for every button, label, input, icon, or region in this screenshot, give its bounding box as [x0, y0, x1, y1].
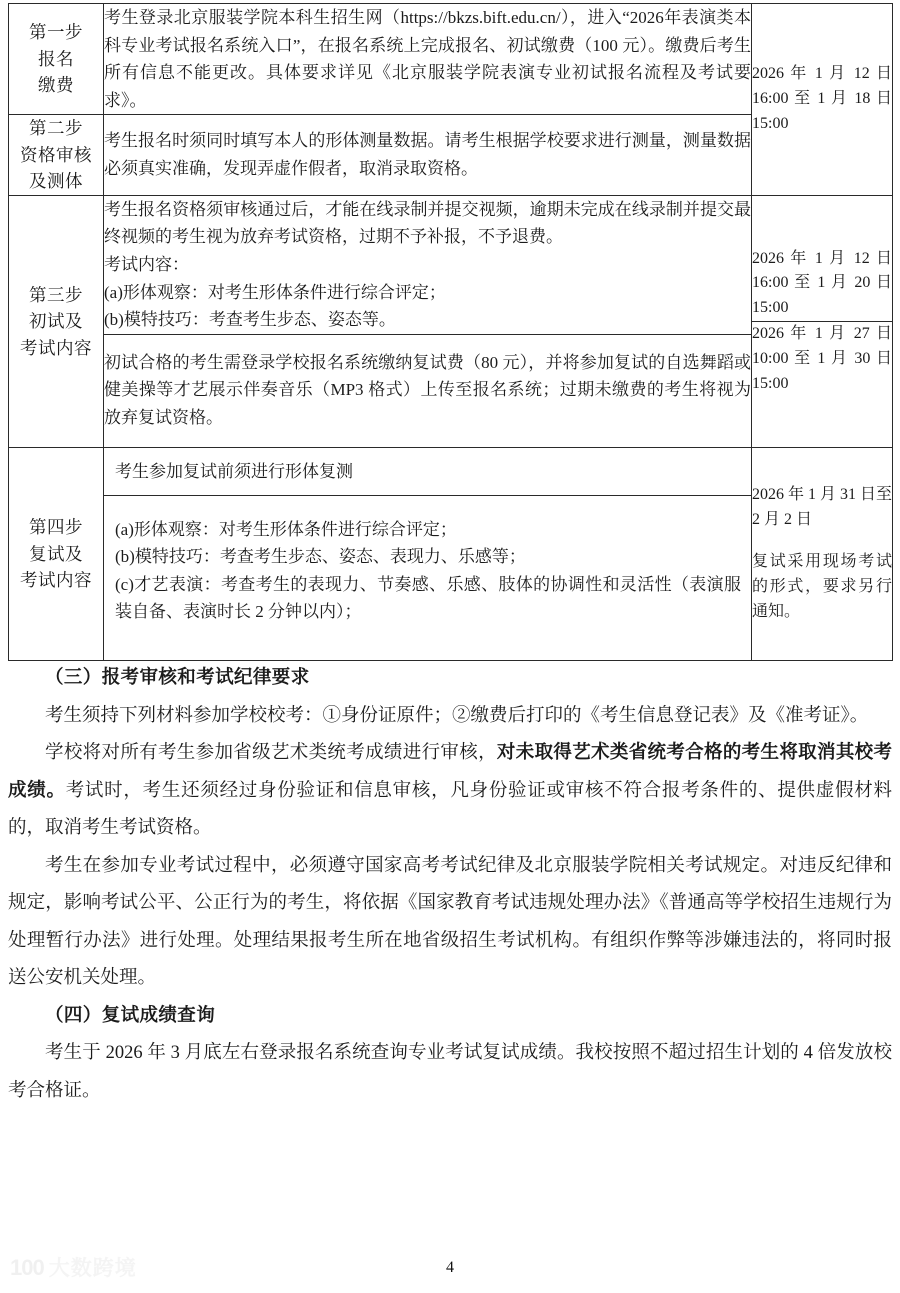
sub-row [104, 196, 751, 334]
paragraph-text: 考生于 2026 年 3 月底左右登录报名系统查询专业考试复试成绩。我校按照不超过招生计划的 4 倍发放校考合格证。 [8, 1043, 892, 1102]
step-label-line: 及测体 [29, 171, 83, 192]
step-label-line: 考试内容 [20, 570, 92, 591]
paragraph-text: 考生在参加专业考试过程中，必须遵守国家高考考试纪律及北京服装学院相关考试规定。对违反纪律和规定，影响考试公平、公正行为的考生，将依据《国家教育考试违规处理办法》《普通高等学校招生违规行为处理暂行办法》进行处理。处理结果报考生所在地省级招生考试机构。有组织作弊等涉嫌违法的，将同时报送公安机关处理。 [8, 855, 892, 989]
watermark-logo-icon: 100 [10, 1255, 44, 1280]
step-label-line: 第三步 [29, 284, 83, 305]
step-label-line: 资格审核 [20, 144, 92, 165]
sub-body-text: 初试合格的考生需登录学校报名系统缴纳复试费（80 元），并将参加复试的自选舞蹈或健美操等才艺展示伴奏音乐（MP3 格式）上传至报名系统；过期未缴费的考生将视为放弃复试资格。 [104, 352, 751, 427]
date-note: 复试采用现场考试的形式，要求另行通知。 [752, 553, 892, 620]
paragraph-score-query [8, 1035, 892, 1110]
paragraph-provincial-review [8, 735, 892, 848]
step-body-2 [104, 115, 752, 196]
sub-date-cell [752, 247, 892, 322]
date-text: 2026 年 1 月 12 日 16:00 至 1 月 18 日 15:00 [752, 65, 892, 132]
step-body-4 [104, 448, 752, 661]
step-3-subrows [104, 196, 751, 447]
sub-row [752, 247, 892, 322]
sub-body-line: (a)形体观察：对考生形体条件进行综合评定； [104, 282, 446, 302]
paragraph-text-bold: 对未取得艺术类省统考合格的考生将取消其校考成绩。 [8, 743, 892, 801]
step-label-line: 考试内容 [20, 337, 92, 358]
step-label-line: 复试及 [29, 543, 83, 564]
paragraph-text: 考生须持下列材料参加学校校考：①身份证原件；②缴费后打印的《考生信息登记表》及《准考证》。 [45, 705, 869, 726]
sub-body-line: 考试内容： [104, 254, 189, 274]
sub-body-text: 考生报名资格须审核通过后，才能在线录制并提交视频，逾期未完成在线录制并提交最终视频的考生视为放弃考试资格，过期不予补报，不予退费。 [104, 199, 751, 247]
step-label-line: 缴费 [38, 75, 74, 96]
sub-body-line: (b)模特技巧：考查考生步态、姿态、表现力、乐感等； [115, 547, 526, 567]
sub-row-body [104, 196, 751, 334]
section-heading-4: （四）复试成绩查询 [45, 1005, 216, 1026]
table-row-step-4 [9, 448, 893, 661]
paragraph-materials [8, 698, 892, 736]
step-label-1 [9, 4, 104, 115]
watermark-label: 大数跨境 [48, 1256, 137, 1280]
sub-row-body [104, 495, 751, 660]
step-label-line: 第四步 [29, 517, 83, 538]
sub-row-body [104, 448, 751, 495]
step-body-3 [104, 195, 752, 447]
step-date-1 [752, 4, 893, 196]
step-label-line: 第一步 [29, 22, 83, 43]
step-body-text: 考生登录北京服装学院本科生招生网（https://bkzs.bift.edu.cn/），进入“2026年表演类本科专业考试报名系统入口”，在报名系统上完成报名、初试缴费（100 元）。缴费后考生所有信息不能更改。具体要求详见《北京服装学院表演专业初试报名流程及考试要求》。 [104, 8, 751, 110]
sub-body-line: (b)模特技巧：考查考生步态、姿态等。 [104, 310, 396, 330]
sub-row [104, 495, 751, 660]
paragraph-text: 考试时，考生还须经过身份验证和信息审核，凡身份验证或审核不符合报考条件的、提供虚假材料的，取消考生考试资格。 [8, 780, 892, 839]
paragraph-text: 学校将对所有考生参加省级艺术类统考成绩进行审核， [45, 743, 497, 764]
sub-row-body [104, 334, 751, 447]
page-number: 4 [446, 1259, 454, 1276]
step-label-line: 第二步 [29, 118, 83, 139]
sub-row [752, 322, 892, 397]
step-label-4 [9, 448, 104, 661]
step-label-2 [9, 115, 104, 196]
sub-body-text: 考生参加复试前须进行形体复测 [115, 462, 353, 482]
step-body-text: 考生报名时须同时填写本人的形体测量数据。请考生根据学校要求进行测量，测量数据必须真实准确，发现弄虚作假者，取消录取资格。 [104, 131, 751, 179]
step-label-3 [9, 195, 104, 447]
step-date-3 [752, 195, 893, 447]
date-text: 2026 年 1 月 31 日至 2 月 2 日 [752, 486, 893, 529]
sub-date-cell [752, 322, 892, 397]
date-text: 2026 年 1 月 27 日 10:00 至 1 月 30 日 15:00 [752, 325, 892, 392]
step-body-1 [104, 4, 752, 115]
prose-body [8, 660, 892, 1111]
section-heading-3: （三）报考审核和考试纪律要求 [45, 668, 310, 688]
step-4-subrows [104, 448, 751, 660]
step-date-4 [752, 448, 893, 661]
sub-body-line: (c)才艺表演：考查考生的表现力、节奏感、乐感、肢体的协调性和灵活性（表演服装自备、表演时长 2 分钟以内）； [115, 574, 741, 622]
step-label-line: 初试及 [29, 311, 83, 332]
step-label-line: 报名 [38, 48, 74, 69]
paragraph-discipline [8, 848, 892, 998]
sub-row [104, 334, 751, 447]
date-text: 2026 年 1 月 12 日 16:00 至 1 月 20 日 15:00 [752, 249, 892, 317]
table-row-step-1 [9, 4, 893, 115]
step-3-date-subrows [752, 247, 892, 397]
sub-row [104, 448, 751, 495]
table-row-step-3 [9, 195, 893, 447]
exam-schedule-table [8, 3, 893, 661]
sub-body-line: (a)形体观察：对考生形体条件进行综合评定； [115, 519, 457, 539]
